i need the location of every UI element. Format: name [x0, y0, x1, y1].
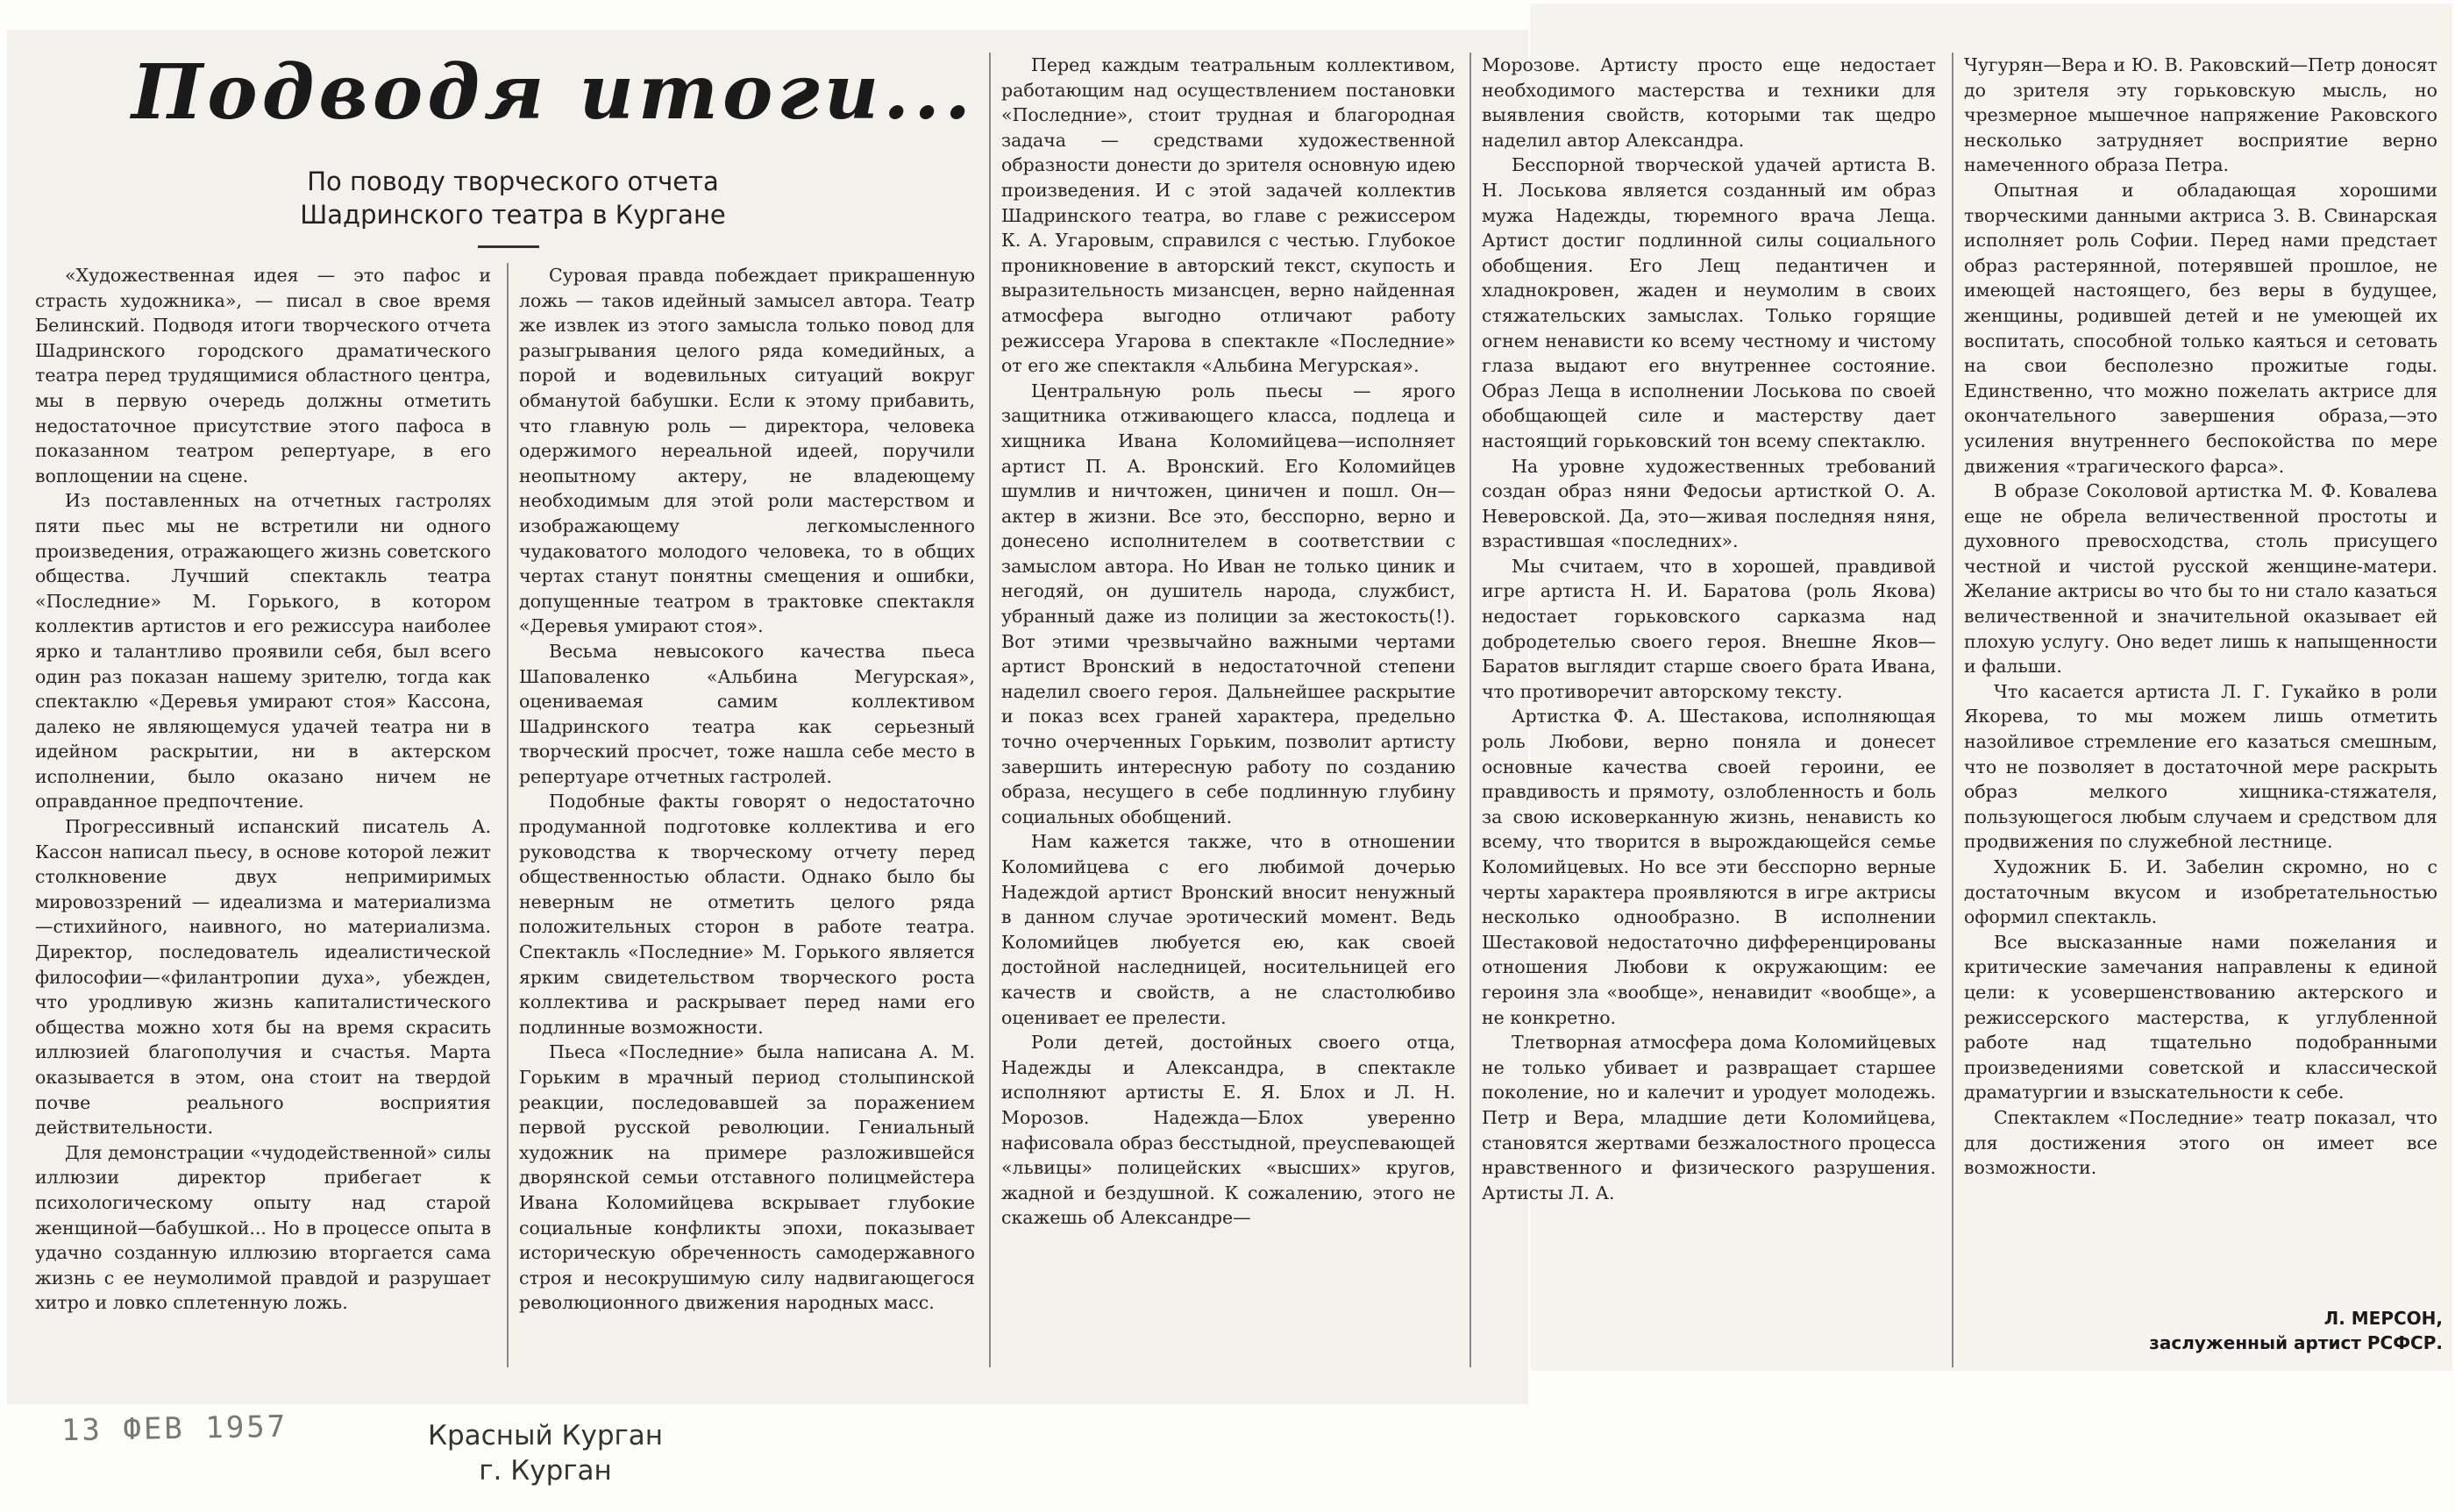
column-3-paragraph: Нам кажется также, что в отношении Коломийцева с его любимой дочерью Надеждой артист Вронский вносит ненужный в данном случае эротический момент. Ведь Коломийцев любуется ею, как своей достойной наследницей, носительницей его качеств и свойств, а не сластолюбиво оценивает ее прелести. [1001, 831, 1455, 1028]
column-3-paragraph: Роли детей, достойных своего отца, Надежды и Александра, в спектакле исполняют артисты Е. Я. Блох и Л. Н. Морозов. Надежда—Блох уверенно нафисовала образ бесстыдной, преуспевающей «львицы» полицейских «высших» кругов, жадной и бездушной. К сожалению, этого не скажешь об Александре— [1001, 1032, 1455, 1229]
column-1-paragraph: Для демонстрации «чудодейственной» силы иллюзии директор прибегает к психологическому опыту над старой женщиной—бабушкой... Но в процессе опыта в удачно созданную иллюзию вторгается сама жизнь с ее неумолимой правдой и разрушает хитро и ловко сплетенную ложь. [35, 1141, 491, 1314]
column-3-paragraph: Центральную роль пьесы — ярого защитника отживающего класса, подлеца и хищника Ивана Коломийцева—исполняет артист П. А. Вронский. Его Коломийцев шумлив и ничтожен, циничен и пошл. Он—актер в жизни. Все это, бесспорно, верно и донесено исполнителем в соответствии с замыслом автора. Но Иван не только циник и негодяй, он душитель народа, службист, убранный даже из полиции за жестокость(!). Вот этими чрезвычайно важными чертами артист Вронский в недостаточной степени наделил своего героя. Дальнейшее раскрытие и показ всех граней характера, предельно точно очерченных Горьким, позволит артисту завершить интересную работу по созданию образа, несущего в себе подлинную глубину социальных обобщений. [1001, 380, 1455, 827]
column-2-paragraph: Весьма невысокого качества пьеса Шаповаленко «Альбина Мегурская», оцениваемая самим коллективом Шадринского театра как серьезный творческий просчет, тоже нашла себе место в репертуаре отчетных гастролей. [519, 640, 975, 787]
author-title: заслуженный артист РСФСР. [2149, 1332, 2443, 1353]
column-1-paragraph: «Художественная идея — это пафос и страсть художника», — писал в свое время Белинский. Подводя итоги творческого отчета Шадринского городского драматического театра перед трудящимися областного центра, мы в первую очередь должны отметить недостаточное присутствие этого пафоса в показанном театром репертуаре, в его воплощении на сцене. [35, 265, 491, 486]
article-column-3 [1001, 53, 1455, 1367]
author-name: Л. МЕРСОН, [2323, 1308, 2443, 1329]
column-1-paragraph: Прогрессивный испанский писатель А. Кассон написал пьесу, в основе которой лежит столкновение двух непримиримых мировоззрений — идеализма и материализма—стихийного, наивного, но материализма. Директор, последователь идеалистической философии—«филантропии духа», убежден, что уродливую жизнь капиталистического общества можно хотя бы на время скрасить иллюзией благополучия и счастья. Марта оказывается в этом, она стоит на твердой почве реального восприятия действительности. [35, 816, 491, 1139]
date-stamp: 13 ФЕВ 1957 [60, 1409, 288, 1449]
column-4-paragraph: Артистка Ф. А. Шестакова, исполняющая роль Любови, верно поняла и донесет основные качества своей героини, ее правдивость и прямоту, озлобленность и боль за свою исковерканную жизнь, ненависть ко всему, что творится в вырождающейся семье Коломийцевых. Но все эти бесспорно верные черты характера проявляются в игре актрисы несколько однообразно. В исполнении Шестаковой недостаточно дифференцированы отношения Любови к окружающим: ее героиня зла «вообще», ненавидит «вообще», а не конкретно. [1482, 706, 1936, 1028]
column-4-paragraph: Тлетворная атмосфера дома Коломийцевых не только убивает и развращает старшее поколение, но и калечит и уродует молодежь. Петр и Вера, младшие дети Коломийцева, становятся жертвами безжалостного процесса нравственного и физического разрушения. Артисты Л. А. [1482, 1032, 1936, 1203]
column-2-paragraph: Подобные факты говорят о недостаточно продуманной подготовке коллектива и его руководства к творческому отчету перед общественностью области. Однако было бы неверным не отметить целого ряда положительных сторон в работе театра. Спектакль «Последние» М. Горького является ярким свидетельством творческого роста коллектива и раскрывает перед нами его подлинные возможности. [519, 791, 975, 1038]
column-5-paragraph: Что касается артиста Л. Г. Гукайко в роли Якорева, то мы можем лишь отметить назойливое стремление его казаться смешным, что не позволяет в достаточной мере раскрыть образ мелкого хищника-стяжателя, пользующегося любым случаем и средством для продвижения по служебной лестнице. [1964, 680, 2437, 853]
column-4-paragraph: Морозове. Артисту просто еще недостает необходимого мастерства и техники для выявления свойств, которыми так щедро наделил автор Александра. [1482, 54, 1936, 151]
column-5-paragraph: Все высказанные нами пожелания и критические замечания направлены к единой цели: к усовершенствованию актерского и режиссерского мастерства, к углубленной работе над тщательно подобранными произведениями советской и классической драматургии и взыскательности к себе. [1964, 931, 2437, 1104]
column-divider [1952, 53, 1953, 1367]
subheadline-divider [478, 245, 539, 248]
column-divider [989, 53, 991, 1367]
column-divider [507, 263, 509, 1367]
article-headline: Подводя итоги... [132, 48, 976, 137]
column-3-paragraph: Перед каждым театральным коллективом, работающим над осуществлением постановки «Последние», стоит трудная и благородная задача — средствами художественной образности донести до зрителя основную идею произведения. И с этой задачей коллектив Шадринского театра, во главе с режиссером К. А. Угаровым, справился с честью. Глубокое проникновение в авторский текст, скупость и выразительность мизансцен, верно найденная атмосфера выгодно отличают работу режиссера Угарова в спектакле «Последние» от его же спектакля «Альбина Мегурская». [1001, 54, 1455, 377]
article-subheadline: По поводу творческого отчета Шадринского театра в Кургане [300, 167, 726, 230]
column-4-paragraph: Мы считаем, что в хорошей, правдивой игре артиста Н. И. Баратова (роль Якова) недостает горьковского сарказма над добродетелью своего героя. Внешне Яков—Баратов выглядит старше своего брата Ивана, что противоречит авторскому тексту. [1482, 555, 1936, 702]
column-5-paragraph: Спектаклем «Последние» театр показал, что для достижения этого он имеет все возможности. [1964, 1106, 2437, 1179]
column-5-paragraph: Художник Б. И. Забелин скромно, но с достаточным вкусом и изобретательностью оформил спектакль. [1964, 856, 2437, 928]
newspaper-name: Красный Курган [428, 1420, 664, 1452]
column-divider [1469, 53, 1471, 1367]
column-4-paragraph: Бесспорной творческой удачей артиста В. Н. Лоськова является созданный им образ мужа Надежды, тюремного врача Леща. Артист достиг подлинной силы социального обобщения. Его Лещ педантичен и хладнокровен, жаден и неумолим в своих стяжательских замыслах. Только горящие огнем ненависти ко всему честному и чистому глаза выдают его внутреннее состояние. Образ Леща в исполнении Лоськова по своей обобщающей силе и мастерству дает настоящий горьковский тон всему спектаклю. [1482, 154, 1936, 451]
column-5-paragraph: Чугурян—Вера и Ю. В. Раковский—Петр доносят до зрителя эту горьковскую мысль, но чрезмерное мышечное напряжение Раковского несколько затрудняет восприятие верно намеченного образа Петра. [1964, 54, 2437, 176]
newspaper-stamp [428, 1418, 663, 1488]
column-5-paragraph: В образе Соколовой артистка М. Ф. Ковалева еще не обрела величественной простоты и духовного превосходства, столь присущего честной и чистой русской женщине-матери. Желание актрисы во что бы то ни стало казаться величественной и значительной оказывает ей плохую услугу. Оно ведет лишь к напыщенности и фальши. [1964, 480, 2437, 678]
column-2-paragraph: Суровая правда побеждает прикрашенную ложь — таков идейный замысел автора. Театр же извлек из этого замысла только повод для разыгрывания целого ряда комедийных, а порой и водевильных ситуаций вокруг обманутой бабушки. Если к этому прибавить, что главную роль — директора, человека одержимого нереальной идеей, поручили неопытному актеру, не владеющему необходимым для этой роли мастерством и изображающему легкомысленного чудаковатого молодого человека, то в общих чертах станут понятны смещения и ошибки, допущенные театром в трактовке спектакля «Деревья умирают стоя». [519, 265, 975, 637]
article-column-4 [1482, 53, 1936, 1367]
column-2-paragraph: Пьеса «Последние» была написана А. М. Горьким в мрачный период столыпинской реакции, последовавшей за поражением первой русской революции. Гениальный художник на примере разложившейся дворянской семьи отставного полицмейстера Ивана Коломийцева вскрывает глубокие социальные конфликты эпохи, показывает историческую обреченность самодержавного строя и несокрушимую силу надвигающегося революционного движения народных масс. [519, 1041, 975, 1314]
article-column-1 [35, 263, 491, 1372]
column-5-paragraph: Опытная и обладающая хорошими творческими данными актриса З. В. Свинарская исполняет роль Софии. Перед нами предстает образ растерянной, потерявшей прошлое, не имеющей настоящего, без веры в будущее, женщины, родившей детей и не умеющей их воспитать, способной только каяться и сетовать на свои бесполезно прожитые годы. Единственно, что можно пожелать актрисе для окончательного завершения образа,—это усиления внутреннего беспокойства по мере движения «трагического фарса». [1964, 179, 2437, 477]
column-4-paragraph: На уровне художественных требований создан образ няни Федосьи артисткой О. А. Неверовской. Да, это—живая последняя няня, взрастившая «последних». [1482, 455, 1936, 552]
author-signature [2149, 1306, 2443, 1355]
article-column-2 [519, 263, 975, 1372]
newspaper-city: г. Курган [479, 1455, 612, 1487]
column-1-paragraph: Из поставленных на отчетных гастролях пяти пьес мы не встретили ни одного произведения, отражающего жизнь советского общества. Лучший спектакль театра «Последние» М. Горького, в котором коллектив артистов и его режиссура наиболее ярко и талантливо проявили себя, был всего один раз показан нашему зрителю, тогда как спектаклю «Деревья умирают стоя» Кассона, далеко не являющемуся удачей театра ни в идейном раскрытии, ни в актерском исполнении, было оказано ничем не оправданное предпочтение. [35, 490, 491, 813]
article-column-5 [1964, 53, 2437, 1297]
